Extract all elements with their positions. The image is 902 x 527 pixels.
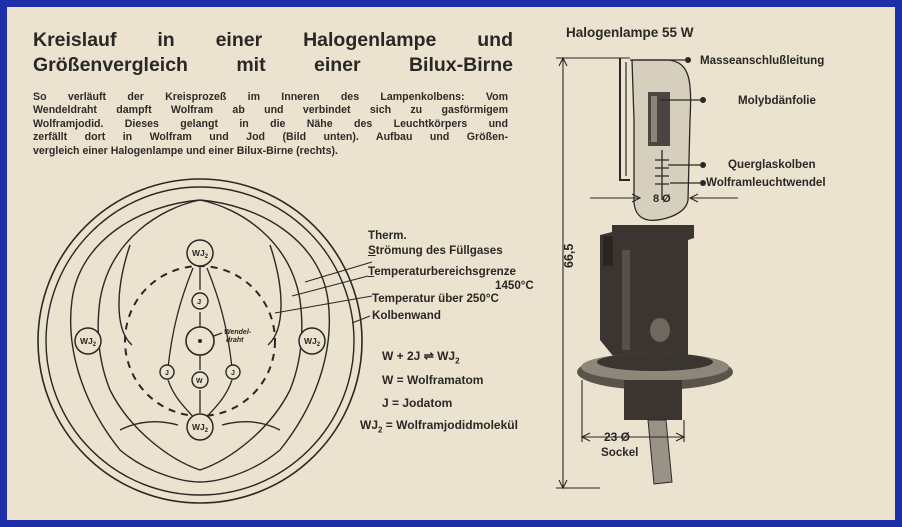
wj2-top-label: $WJ_2$ [192, 248, 209, 260]
filament-label-1: Wendel- [224, 329, 252, 336]
lamp-socket [624, 380, 682, 420]
iodine-label-right: J [231, 370, 235, 377]
legend-temp-over: Temperatur über 250°C [372, 292, 499, 305]
body-line-2: Wendeldraht dampft Wolfram ab und verbindet sich zu gasförmigem [33, 104, 508, 117]
base-diameter-label: 23 Ø [604, 430, 631, 444]
wj2-bottom-label: $WJ_2$ [192, 422, 209, 434]
legend-gas-flow: Strömung des Füllgases [368, 244, 503, 257]
ground-lead-wire [620, 58, 630, 180]
body-line-4: zerfällt dort in Wolfram und Jod (Bild unten). Aufbau und Größen- [33, 131, 508, 144]
legend-temp-value: 1450°C [495, 279, 534, 292]
body-line-5: vergleich einer Halogenlampe und einer Bilux-Birne (rechts). [33, 144, 338, 157]
reaction-equation: W + 2J ⇌ $WJ_2$ [382, 349, 460, 366]
socket-label: Sockel [601, 446, 639, 459]
label-ground-lead: Masseanschlußleitung [700, 54, 825, 67]
legend-bulb-wall: Kolbenwand [372, 309, 441, 322]
socket-contact-tab [648, 420, 672, 484]
body-line-3: Wolframjodid. Dieses gelangt in die Nähe des Leuchtkörpers und [33, 117, 508, 130]
halogen-lamp-illustration [556, 57, 738, 488]
legend-pointer-lines [275, 262, 372, 323]
height-dimension-label: 66,5 [562, 243, 576, 268]
iodine-label-top: J [197, 297, 202, 306]
tungsten-label: W [196, 378, 203, 385]
bulb-diameter-label: 8 Ø [653, 193, 671, 205]
body-line-1: So verläuft der Kreisprozeß im Inneren des Lampenkolbens: Vom [33, 91, 508, 103]
lamp-title: Halogenlampe 55 W [566, 25, 694, 40]
legend-therm: Therm. [368, 229, 407, 242]
lamp-base-body [600, 225, 694, 362]
filament-label-2: draht [226, 337, 244, 344]
wj2-left-label: $WJ_2$ [80, 336, 97, 348]
title-line-2: Größenvergleich mit einer Bilux-Birne [33, 54, 513, 76]
title-line-1: Kreislauf in einer Halogenlampe und [33, 29, 513, 51]
wj2-right-label: $WJ_2$ [304, 336, 321, 348]
tungsten-atom-definition: W = Wolframatom [382, 373, 484, 387]
legend-temp-boundary: Temperaturbereichsgrenze [368, 265, 516, 278]
iodine-label-left: J [165, 370, 169, 377]
label-quartz-bulb: Querglaskolben [728, 158, 816, 171]
iodine-atom-definition: J = Jodatom [382, 396, 453, 410]
label-tungsten-coil: Wolframleuchtwendel [706, 176, 826, 189]
wj2-molecule-definition: $WJ_2$ = Wolframjodidmolekül [360, 418, 518, 435]
filament-center [198, 339, 202, 343]
label-molybdenum-foil: Molybdänfolie [738, 94, 816, 107]
